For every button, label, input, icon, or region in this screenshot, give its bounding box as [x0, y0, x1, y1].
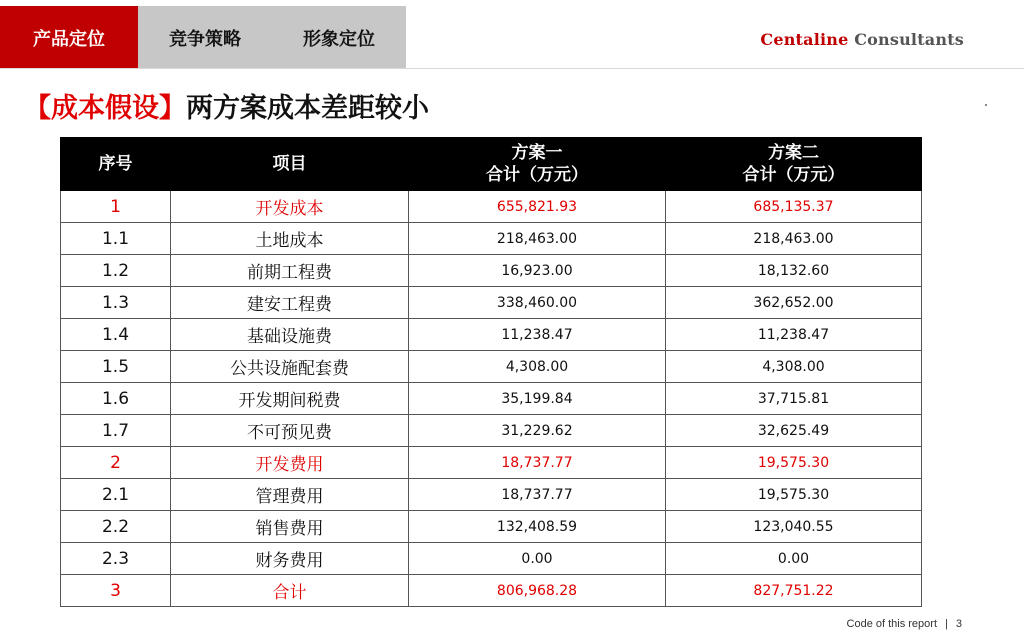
table-row	[61, 479, 922, 511]
page-number: 3	[955, 618, 962, 630]
cell-item: 公共设施配套费	[171, 351, 409, 383]
report-code: Code of this report	[846, 618, 938, 630]
cell-plan1: 218,463.00	[409, 223, 666, 255]
cell-no: 3	[61, 575, 171, 607]
header-plan1-unit: 合计（万元）	[486, 165, 588, 185]
header-plan1	[409, 138, 666, 191]
table-row	[61, 223, 922, 255]
cell-plan1: 18,737.77	[409, 479, 666, 511]
header-no: 序号	[61, 138, 171, 191]
brand-logo	[760, 30, 964, 49]
table-row	[61, 543, 922, 575]
table-row	[61, 415, 922, 447]
table-row	[61, 287, 922, 319]
cell-plan1: 655,821.93	[409, 191, 666, 223]
cell-plan2: 123,040.55	[666, 511, 922, 543]
cell-no: 1.5	[61, 351, 171, 383]
tab-product-positioning[interactable]: 产品定位	[0, 6, 138, 68]
cell-item: 前期工程费	[171, 255, 409, 287]
cell-plan2: 0.00	[666, 543, 922, 575]
cell-plan1: 35,199.84	[409, 383, 666, 415]
decorative-dot	[985, 104, 987, 106]
header-plan1-name: 方案一	[511, 143, 563, 163]
header-plan2	[666, 138, 922, 191]
cell-plan1: 31,229.62	[409, 415, 666, 447]
cell-plan2: 18,132.60	[666, 255, 922, 287]
cell-no: 1.2	[61, 255, 171, 287]
section-tabs	[0, 6, 406, 68]
table-header-row	[61, 138, 922, 191]
cell-plan1: 0.00	[409, 543, 666, 575]
top-bar	[0, 0, 1024, 69]
cell-item: 销售费用	[171, 511, 409, 543]
cell-plan2: 37,715.81	[666, 383, 922, 415]
cell-item: 财务费用	[171, 543, 409, 575]
cell-plan1: 338,460.00	[409, 287, 666, 319]
cell-item: 合计	[171, 575, 409, 607]
cell-item: 开发成本	[171, 191, 409, 223]
cell-plan1: 18,737.77	[409, 447, 666, 479]
title-text: 两方案成本差距较小	[186, 93, 429, 124]
cell-no: 2.3	[61, 543, 171, 575]
cell-plan2: 218,463.00	[666, 223, 922, 255]
cell-plan1: 806,968.28	[409, 575, 666, 607]
header-item: 项目	[171, 138, 409, 191]
tab-image-positioning[interactable]: 形象定位	[272, 6, 406, 68]
cell-plan2: 4,308.00	[666, 351, 922, 383]
footer-separator: |	[945, 618, 948, 630]
cell-item: 建安工程费	[171, 287, 409, 319]
page-title	[24, 86, 429, 125]
cell-no: 2.1	[61, 479, 171, 511]
table-row	[61, 575, 922, 607]
cell-item: 开发期间税费	[171, 383, 409, 415]
cell-plan2: 362,652.00	[666, 287, 922, 319]
cell-plan1: 132,408.59	[409, 511, 666, 543]
cell-plan2: 827,751.22	[666, 575, 922, 607]
table-body	[61, 191, 922, 607]
cost-table	[60, 137, 922, 607]
brand-name: Centaline	[760, 30, 849, 49]
cell-no: 1.4	[61, 319, 171, 351]
cell-item: 土地成本	[171, 223, 409, 255]
cell-no: 1.1	[61, 223, 171, 255]
cell-plan1: 11,238.47	[409, 319, 666, 351]
cell-item: 管理费用	[171, 479, 409, 511]
table-row	[61, 511, 922, 543]
cell-plan2: 19,575.30	[666, 447, 922, 479]
cell-item: 开发费用	[171, 447, 409, 479]
cell-plan2: 11,238.47	[666, 319, 922, 351]
cell-no: 1	[61, 191, 171, 223]
table-row	[61, 447, 922, 479]
cell-no: 2.2	[61, 511, 171, 543]
cell-item: 基础设施费	[171, 319, 409, 351]
footer	[847, 618, 962, 630]
tab-competition-strategy[interactable]: 竞争策略	[138, 6, 272, 68]
title-tag: 【成本假设】	[24, 93, 186, 124]
cell-item: 不可预见费	[171, 415, 409, 447]
cell-plan1: 16,923.00	[409, 255, 666, 287]
cell-no: 2	[61, 447, 171, 479]
table-row	[61, 351, 922, 383]
table-row	[61, 255, 922, 287]
table-row	[61, 191, 922, 223]
table-row	[61, 383, 922, 415]
table-row	[61, 319, 922, 351]
cell-plan2: 19,575.30	[666, 479, 922, 511]
cell-plan2: 32,625.49	[666, 415, 922, 447]
cell-plan2: 685,135.37	[666, 191, 922, 223]
cell-no: 1.7	[61, 415, 171, 447]
cell-plan1: 4,308.00	[409, 351, 666, 383]
brand-suffix: Consultants	[854, 30, 964, 49]
header-plan2-unit: 合计（万元）	[742, 165, 845, 185]
cell-no: 1.6	[61, 383, 171, 415]
cell-no: 1.3	[61, 287, 171, 319]
header-plan2-name: 方案二	[768, 143, 819, 163]
